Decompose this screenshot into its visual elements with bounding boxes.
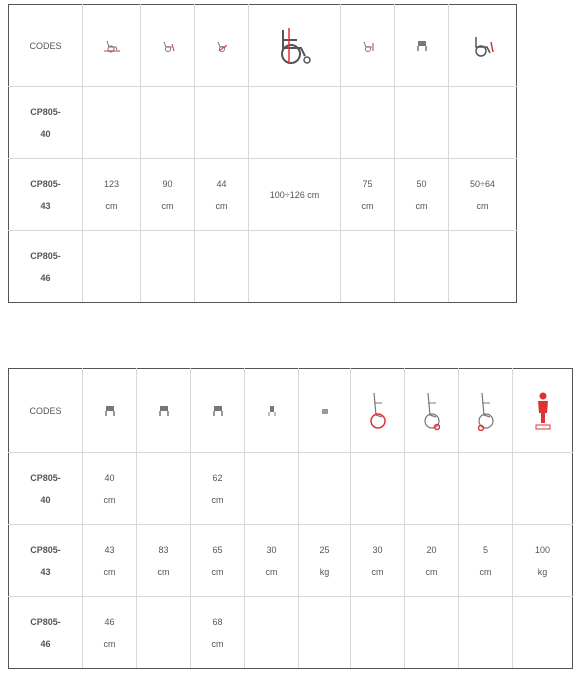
value-cell: 90 cm bbox=[141, 159, 195, 231]
wheelchair-length-icon bbox=[83, 5, 141, 87]
value-cell: 50 cm bbox=[395, 159, 449, 231]
row-code-cp805-43: CP805- 43 bbox=[9, 525, 83, 597]
value-cell: 30 cm bbox=[351, 525, 405, 597]
front-wheel-icon bbox=[351, 369, 405, 453]
weight-icon bbox=[299, 369, 351, 453]
value-cell: 5 cm bbox=[459, 525, 513, 597]
table-row bbox=[9, 159, 517, 231]
row-code-cp805-43: CP805- 43 bbox=[9, 159, 83, 231]
wheelchair-depth-icon bbox=[195, 5, 249, 87]
wheelchair-height-icon bbox=[249, 5, 341, 87]
wheelchair-armrest-height-icon bbox=[449, 5, 517, 87]
value-cell: 40 cm bbox=[83, 453, 137, 525]
wheelchair-seat-height-icon bbox=[341, 5, 395, 87]
row-code-cp805-46: CP805- 46 bbox=[9, 231, 83, 303]
row-code-cp805-46: CP805- 46 bbox=[9, 597, 83, 669]
row-code-cp805-40: CP805- 40 bbox=[9, 87, 83, 159]
seat-depth-icon bbox=[137, 369, 191, 453]
table-row bbox=[9, 453, 573, 525]
max-user-weight-icon bbox=[513, 369, 573, 453]
value-cell: 100 kg bbox=[513, 525, 573, 597]
table-row bbox=[9, 87, 517, 159]
seat-height-icon bbox=[191, 369, 245, 453]
castor-wheel-icon bbox=[459, 369, 513, 453]
wheelchair-width-icon bbox=[141, 5, 195, 87]
value-cell: 75 cm bbox=[341, 159, 395, 231]
codes-header: CODES bbox=[9, 5, 83, 87]
value-cell: 68 cm bbox=[191, 597, 245, 669]
rear-wheel-icon bbox=[405, 369, 459, 453]
value-cell: 46 cm bbox=[83, 597, 137, 669]
value-cell: 100÷126 cm bbox=[249, 159, 341, 231]
table-row bbox=[9, 231, 517, 303]
backrest-height-icon bbox=[245, 369, 299, 453]
value-cell: 65 cm bbox=[191, 525, 245, 597]
table-row bbox=[9, 597, 573, 669]
codes-header: CODES bbox=[9, 369, 83, 453]
value-cell: 25 kg bbox=[299, 525, 351, 597]
value-cell: 62 cm bbox=[191, 453, 245, 525]
value-cell: 43 cm bbox=[83, 525, 137, 597]
table-row bbox=[9, 525, 573, 597]
seat-width-icon bbox=[83, 369, 137, 453]
row-code-cp805-40: CP805- 40 bbox=[9, 453, 83, 525]
value-cell: 30 cm bbox=[245, 525, 299, 597]
value-cell: 123 cm bbox=[83, 159, 141, 231]
seat-width-icon bbox=[395, 5, 449, 87]
value-cell: 83 cm bbox=[137, 525, 191, 597]
spec-table-details bbox=[8, 368, 573, 669]
value-cell: 44 cm bbox=[195, 159, 249, 231]
value-cell: 20 cm bbox=[405, 525, 459, 597]
value-cell: 50÷64 cm bbox=[449, 159, 517, 231]
spec-table-dimensions bbox=[8, 4, 517, 303]
